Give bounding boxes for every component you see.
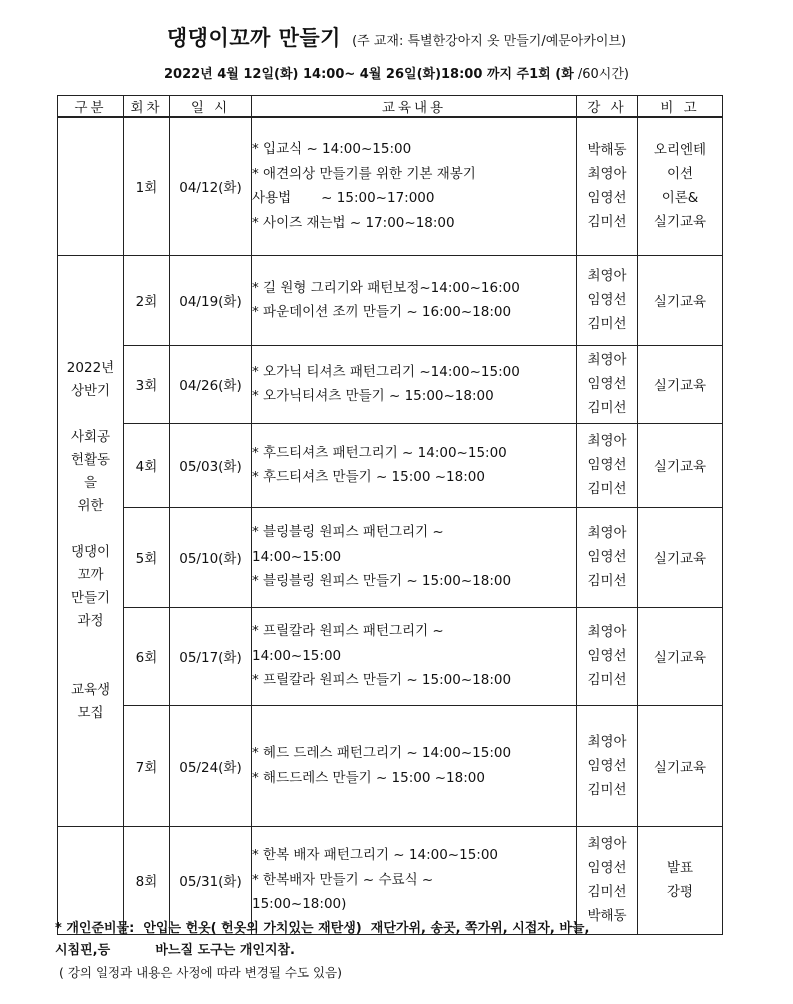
instructor-name: 임영선 [587,190,627,207]
instructor-name: 임영선 [587,757,627,774]
remark-line: 발표 [666,860,694,876]
date-cell: 05/17(화) [170,607,252,705]
date-cell: 05/10(화) [170,507,252,607]
content-line: * 입교식 ~ 14:00~15:00 [252,141,412,158]
content-line: * 프릴칼라 원피스 패턴그리기 ~ [252,623,444,640]
session-cell: 7회 [124,705,170,826]
table-row [58,255,723,345]
table-row [58,423,723,507]
document-title [0,22,793,52]
session-cell: 2회 [124,255,170,345]
remark-line: 이션 [666,166,694,183]
content-line: * 길 원형 그리기와 패턴보정~14:00~16:00 [252,279,520,296]
remark-line: 강평 [666,884,694,900]
instructor-name: 김미선 [587,672,627,688]
content-line: 14:00~15:00 [252,647,342,664]
title-source: (주 교재: 특별한강아지 옷 만들기/예문아카이브) [352,34,627,49]
schedule-change-note: ( 강의 일정과 내용은 사정에 따라 변경될 수도 있음) [59,965,343,980]
content-cell [252,255,577,345]
instructor-cell [577,607,638,705]
instructor-name: 최영아 [587,166,627,183]
content-cell [252,117,577,255]
category-cell [58,255,124,826]
category-line: 2022년 [66,359,115,376]
instructor-name: 임영선 [587,860,627,876]
schedule-period [0,63,793,82]
table-row [58,607,723,705]
date-cell: 05/31(화) [170,826,252,934]
remarks-cell: 실기교육 [638,507,723,607]
schedule-period-main: 2022년 4월 12일(화) 14:00~ 4월 26일(화)18:00 까지 주1회 (화 [163,67,574,82]
date-cell: 05/24(화) [170,705,252,826]
remarks-cell [638,117,723,255]
category-line: 헌활동 [70,451,111,468]
instructor-name: 최영아 [587,733,627,750]
content-line: * 프릴칼라 원피스 만들기 ~ 15:00~18:00 [252,672,512,689]
content-line: * 사이즈 재는법 ~ 17:00~18:00 [252,214,455,231]
instructor-name: 임영선 [587,292,627,308]
remarks-cell: 실기교육 [638,423,723,507]
category-line: 만들기 [70,589,111,606]
session-cell: 3회 [124,345,170,423]
instructor-name: 최영아 [587,352,627,368]
supplies-note-line2: 시침핀,등 바느질 도구는 개인지참. [55,943,295,958]
session-cell: 5회 [124,507,170,607]
instructor-cell [577,255,638,345]
content-line: * 블링블링 원피스 만들기 ~ 15:00~18:00 [252,573,512,590]
session-cell: 1회 [124,117,170,255]
category-line [58,656,123,679]
session-cell: 4회 [124,423,170,507]
header-remarks: 비 고 [638,96,723,118]
remark-line: 실기교육 [653,214,707,231]
category-line: 위한 [77,497,104,514]
remarks-cell: 실기교육 [638,705,723,826]
category-line: 을 [83,474,98,491]
table-row [58,705,723,826]
date-cell: 04/19(화) [170,255,252,345]
content-line: * 해드드레스 만들기 ~ 15:00 ~18:00 [252,769,485,786]
instructor-name: 김미선 [587,573,627,589]
instructor-name: 김미선 [587,316,627,332]
header-category: 구분 [58,96,124,118]
category-line: 모집 [77,704,104,721]
instructor-name: 박해동 [587,142,627,159]
instructor-name: 김미선 [587,884,627,900]
category-line [58,403,123,426]
content-line: 사용법 ~ 15:00~17:000 [252,190,435,207]
category-cell-empty [58,117,124,255]
instructor-name: 김미선 [587,481,627,497]
content-line: * 한복 배자 패턴그리기 ~ 14:00~15:00 [252,847,499,864]
remarks-cell: 실기교육 [638,255,723,345]
instructor-name: 최영아 [587,836,627,852]
date-cell: 04/26(화) [170,345,252,423]
instructor-name: 임영선 [587,648,627,664]
header-instructor: 강 사 [577,96,638,118]
title-main: 댕댕이꼬까 만들기 [166,26,341,50]
content-cell [252,607,577,705]
instructor-cell [577,705,638,826]
category-line [58,633,123,656]
category-line: 사회공 [70,428,111,445]
content-line: * 오가닉 티셔츠 패턴그리기 ~14:00~15:00 [252,363,520,380]
instructor-name: 최영아 [587,525,627,541]
content-line: * 오가닉티셔츠 만들기 ~ 15:00~18:00 [252,388,494,404]
category-line: 과정 [77,612,104,629]
header-datetime: 일 시 [170,96,252,118]
schedule-table [57,95,723,935]
category-line: 댕댕이 [70,543,111,560]
table-row [58,117,723,255]
content-line: * 후드티셔츠 패턴그리기 ~ 14:00~15:00 [252,444,507,461]
header-content: 교육내용 [252,96,577,118]
table-row [58,507,723,607]
session-cell: 6회 [124,607,170,705]
instructor-name: 김미선 [587,214,627,231]
content-line: * 블링블링 원피스 패턴그리기 ~ [252,524,444,541]
category-line: 교육생 [70,681,111,698]
remarks-cell: 실기교육 [638,345,723,423]
session-cell: 8회 [124,826,170,934]
instructor-name: 최영아 [587,433,627,449]
remarks-cell: 실기교육 [638,607,723,705]
date-cell: 05/03(화) [170,423,252,507]
content-cell [252,705,577,826]
notes-section [55,918,755,984]
remark-line: 이론& [661,190,699,207]
header-session: 회차 [124,96,170,118]
instructor-name: 박해동 [587,908,627,924]
instructor-name: 최영아 [587,624,627,640]
instructor-name: 임영선 [587,549,627,565]
schedule-period-hours: /60시간) [573,67,629,82]
instructor-cell [577,507,638,607]
instructor-name: 임영선 [587,457,627,473]
instructor-cell [577,423,638,507]
instructor-name: 최영아 [587,268,627,284]
content-line: 14:00~15:00 [252,548,342,565]
instructor-name: 김미선 [587,781,627,798]
remark-line: 오리엔테 [653,142,707,159]
content-line: * 파운데이션 조끼 만들기 ~ 16:00~18:00 [252,304,512,320]
category-line: 꼬까 [77,566,104,583]
content-cell [252,345,577,423]
instructor-cell [577,345,638,423]
supplies-note-line1: * 개인준비물: 안입는 헌옷( 헌옷의 가치있는 재탄생) 재단가위, 송곳, 쪽가위, 시접자, 바늘, [55,921,590,936]
content-line: * 한복배자 만들기 ~ 수료식 ~ [252,871,434,888]
content-cell [252,507,577,607]
content-line: * 후드티셔츠 만들기 ~ 15:00 ~18:00 [252,469,485,485]
category-line: 상반기 [70,382,111,399]
date-cell: 04/12(화) [170,117,252,255]
content-line: * 헤드 드레스 패턴그리기 ~ 14:00~15:00 [252,745,512,761]
instructor-name: 임영선 [587,376,627,392]
table-header-row [58,96,723,118]
instructor-name: 김미선 [587,400,627,416]
category-line [58,518,123,541]
content-line: * 애견의상 만들기를 위한 기본 재봉기 [252,165,476,182]
content-cell [252,423,577,507]
content-line: 15:00~18:00) [252,896,347,913]
table-row [58,345,723,423]
instructor-cell [577,117,638,255]
